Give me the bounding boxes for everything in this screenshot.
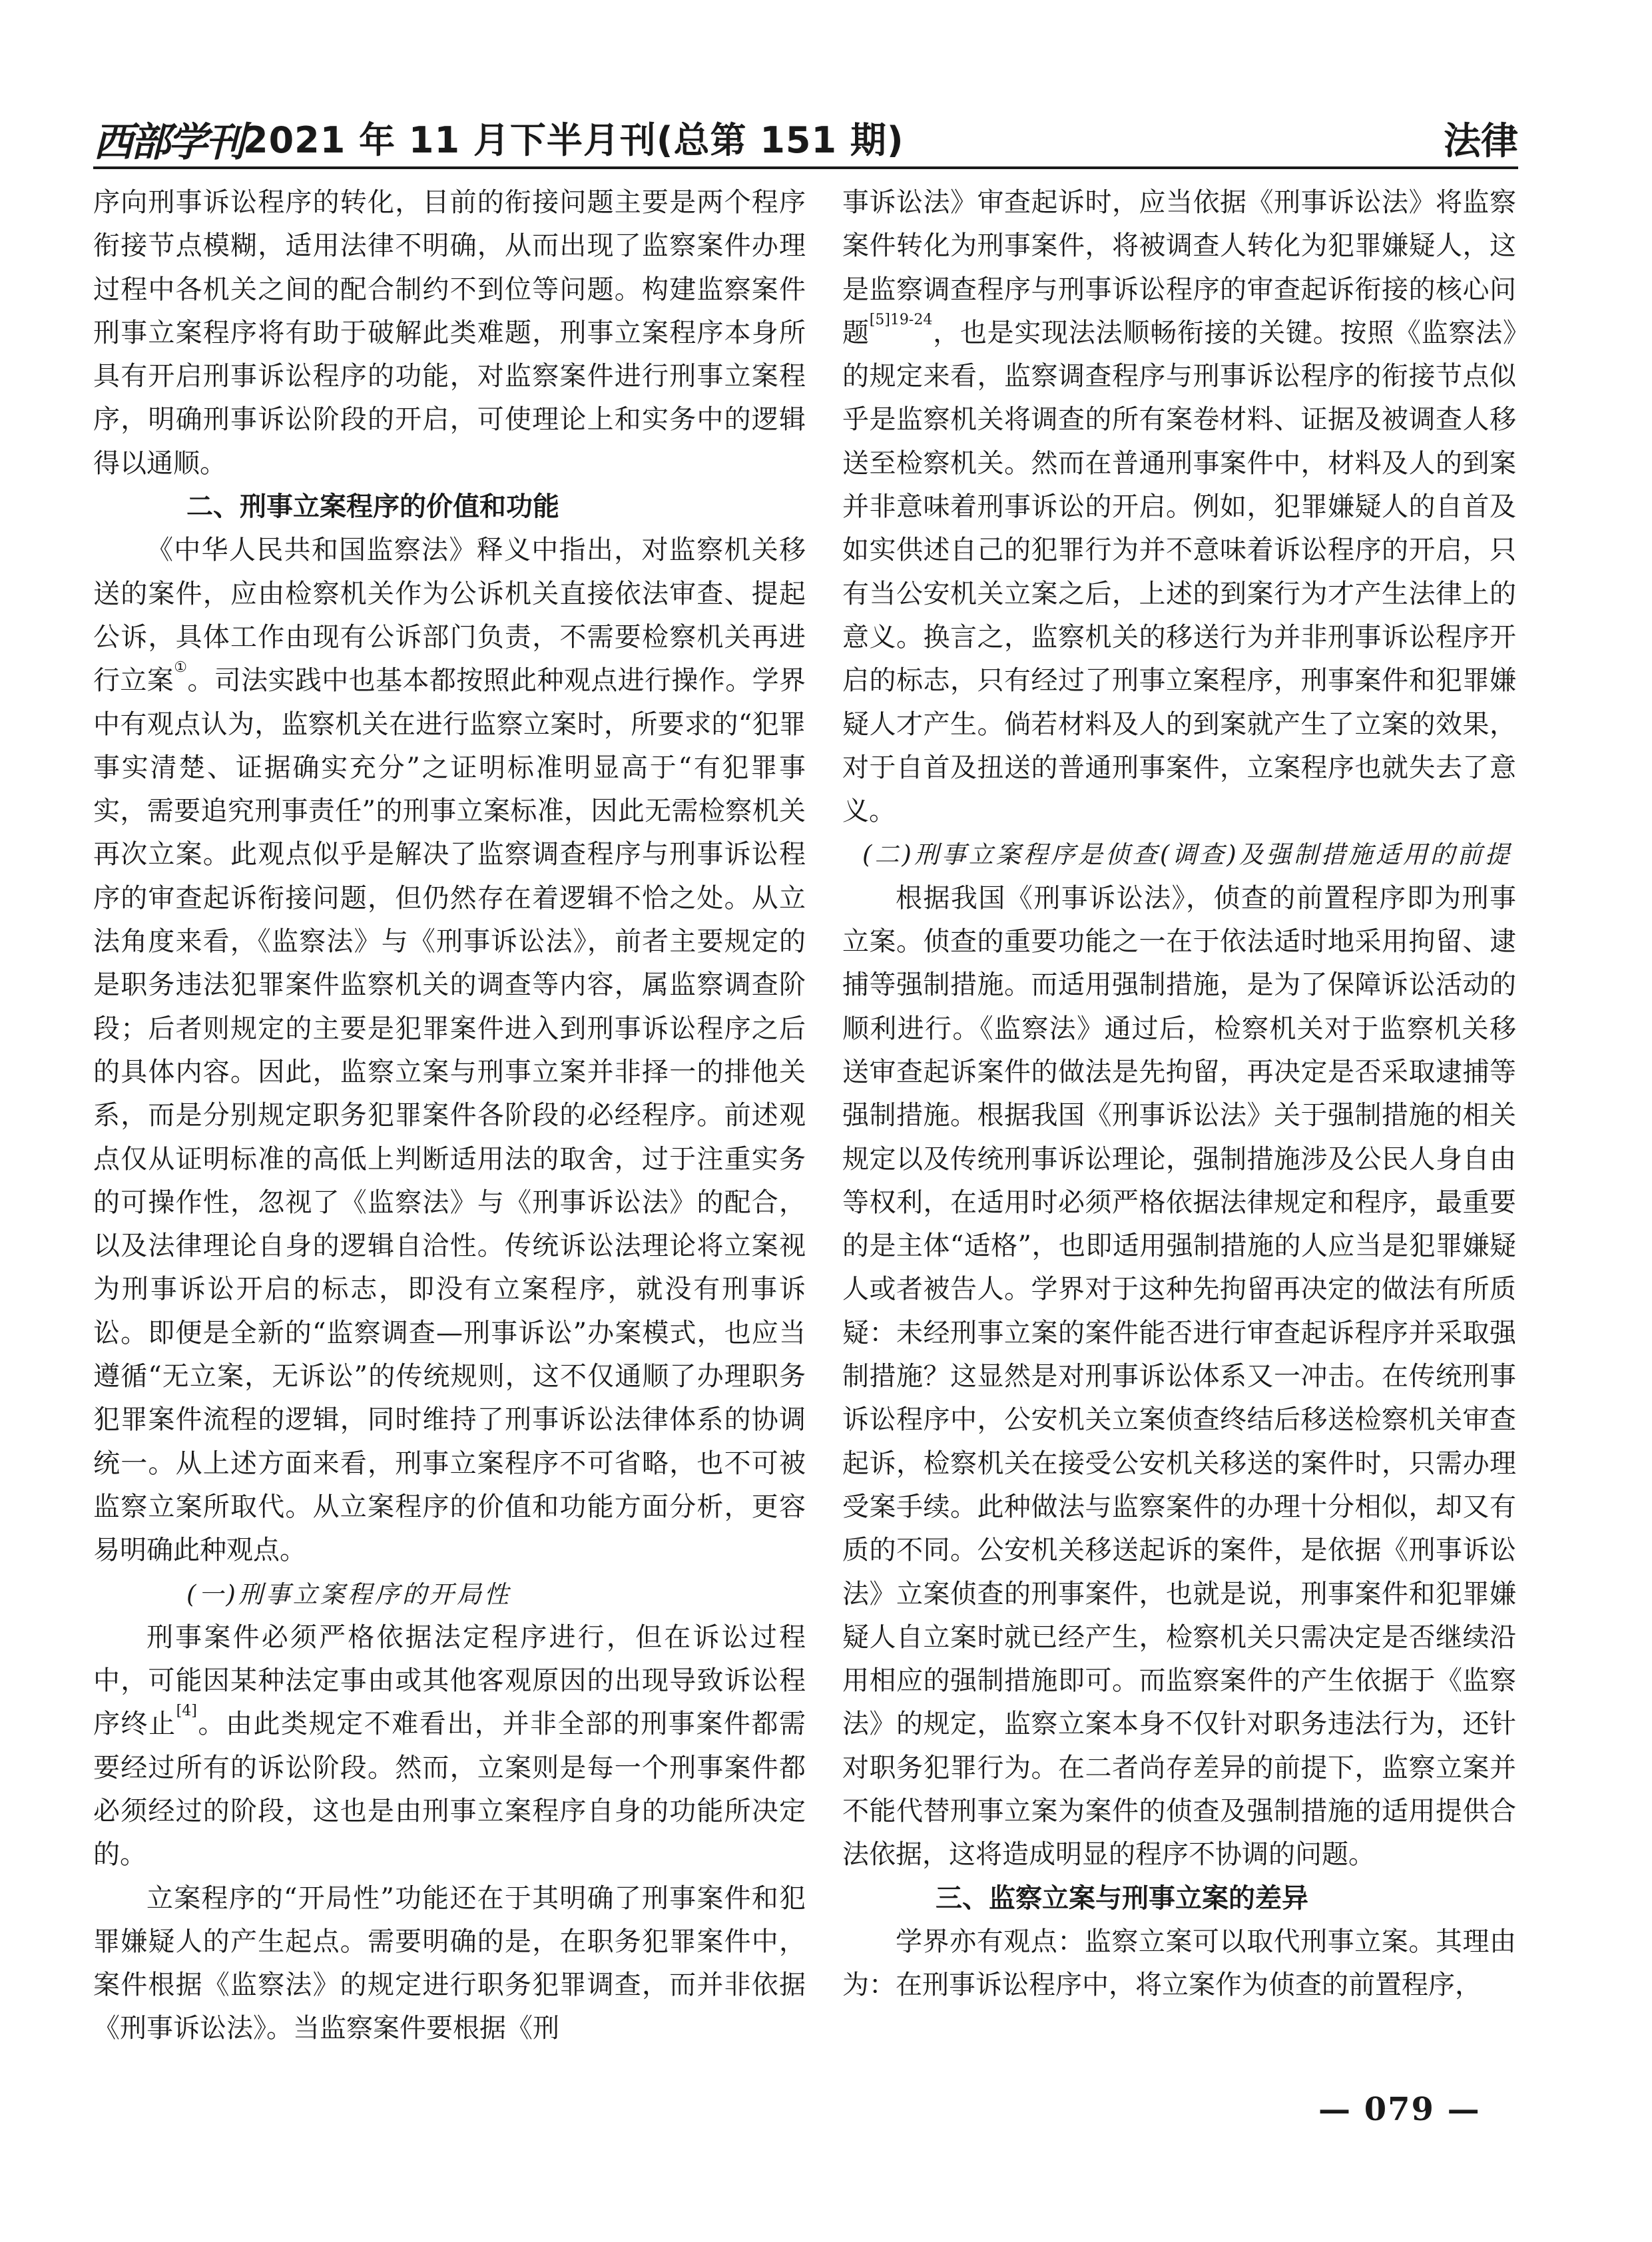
paragraph: 立案程序的“开局性”功能还在于其明确了刑事案件和犯罪嫌疑人的产生起点。需要明确的是，在职务犯罪案件中，案件根据《监察法》的规定进行职务犯罪调查，而并非依据《刑事诉讼法》。当监察案件要根据《刑	[93, 1882, 806, 2044]
page-number: — 079 —	[1318, 2091, 1481, 2128]
issue-info: 2021 年 11 月下半月刊(总第 151 期)	[243, 119, 904, 161]
section-heading: 三、监察立案与刑事立案的差异	[936, 1882, 1308, 1914]
subsection-heading: (二)刑事立案程序是侦查(调查)及强制措施适用的前提	[862, 840, 1512, 870]
journal-logo: 西部学刊	[93, 119, 242, 166]
left-column	[93, 181, 806, 2051]
subsection-heading: (一)刑事立案程序的开局性	[186, 1579, 511, 1609]
section-heading: 二、刑事立案程序的价值和功能	[186, 491, 559, 523]
paragraph: 《中华人民共和国监察法》释义中指出，对监察机关移送的案件，应由检察机关作为公诉机关直接依法审查、提起公诉，具体工作由现有公诉部门负责，不需要检察机关再进行立案①。司法实践中也基本都按照此种观点进行操作。学界中有观点认为，监察机关在进行监察立案时，所要求的“犯罪事实清楚、证据确实充分”之证明标准明显高于“有犯罪事实，需要追究刑事责任”的刑事立案标准，因此无需检察机关再次立案。此观点似乎是解决了监察调查程序与刑事诉讼程序的审查起诉衔接问题，但仍然存在着逻辑不恰之处。从立法角度来看，《监察法》与《刑事诉讼法》，前者主要规定的是职务违法犯罪案件监察机关的调查等内容，属监察调查阶段；后者则规定的主要是犯罪案件进入到刑事诉讼程序之后的具体内容。因此，监察立案与刑事立案并非择一的排他关系，而是分别规定职务犯罪案件各阶段的必经程序。前述观点仅从证明标准的高低上判断适用法的取舍，过于注重实务的可操作性，忽视了《监察法》与《刑事诉讼法》的配合，以及法律理论自身的逻辑自洽性。传统诉讼法理论将立案视为刑事诉讼开启的标志，即没有立案程序，就没有刑事诉讼。即便是全新的“监察调查—刑事诉讼”办案模式，也应当遵循“无立案，无诉讼”的传统规则，这不仅通顺了办理职务犯罪案件流程的逻辑，同时维持了刑事诉讼法律体系的协调统一。从上述方面来看，刑事立案程序不可省略，也不可被监察立案所取代。从立案程序的价值和功能方面分析，更容易明确此种观点。	[93, 535, 806, 1566]
citation-ref: [5]19-24	[869, 311, 933, 328]
header-rule	[93, 166, 1518, 169]
paragraph: 学界亦有观点：监察立案可以取代刑事立案。其理由为：在刑事诉讼程序中，将立案作为侦查的前置程序，	[842, 1926, 1516, 2001]
paragraph: 根据我国《刑事诉讼法》，侦查的前置程序即为刑事立案。侦查的重要功能之一在于依法适时地采用拘留、逮捕等强制措施。而适用强制措施，是为了保障诉讼活动的顺利进行。《监察法》通过后，检察机关对于监察机关移送审查起诉案件的做法是先拘留，再决定是否采取逮捕等强制措施。根据我国《刑事诉讼法》关于强制措施的相关规定以及传统刑事诉讼理论，强制措施涉及公民人身自由等权利，在适用时必须严格依据法律规定和程序，最重要的是主体“适格”，也即适用强制措施的人应当是犯罪嫌疑人或者被告人。学界对于这种先拘留再决定的做法有所质疑：未经刑事立案的案件能否进行审查起诉程序并采取强制措施？这显然是对刑事诉讼体系又一冲击。在传统刑事诉讼程序中，公安机关立案侦查终结后移送检察机关审查起诉，检察机关在接受公安机关移送的案件时，只需办理受案手续。此种做法与监察案件的办理十分相似，却又有质的不同。公安机关移送起诉的案件，是依据《刑事诉讼法》立案侦查的刑事案件，也就是说，刑事案件和犯罪嫌疑人自立案时就已经产生，检察机关只需决定是否继续沿用相应的强制措施即可。而监察案件的产生依据于《监察法》的规定，监察立案本身不仅针对职务违法行为，还针对职务犯罪行为。在二者尚存差异的前提下，监察立案并不能代替刑事立案为案件的侦查及强制措施的适用提供合法依据，这将造成明显的程序不协调的问题。	[842, 882, 1516, 1870]
right-column	[842, 181, 1516, 2007]
paragraph: 刑事案件必须严格依据法定程序进行，但在诉讼过程中，可能因某种法定事由或其他客观原因的出现导致诉讼程序终止[4]。由此类规定不难看出，并非全部的刑事案件都需要经过所有的诉讼阶段。然而，立案则是每一个刑事案件都必须经过的阶段，这也是由刑事立案程序自身的功能所决定的。	[93, 1621, 806, 1870]
paragraph: 事诉讼法》审查起诉时，应当依据《刑事诉讼法》将监察案件转化为刑事案件，将被调查人转化为犯罪嫌疑人，这是监察调查程序与刑事诉讼程序的审查起诉衔接的核心问题$^{[5]19-24}$，也是实现法法顺畅衔接的关键。按照《监察法》的规定来看，监察调查程序与刑事诉讼程序的衔接节点似乎是监察机关将调查的所有案卷材料、证据及被调查人移送至检察机关。然而在普通刑事案件中，材料及人的到案并非意味着刑事诉讼的开启。例如，犯罪嫌疑人的自首及如实供述自己的犯罪行为并不意味着诉讼程序的开启，只有当公安机关立案之后，上述的到案行为才产生法律上的意义。换言之，监察机关的移送行为并非刑事诉讼程序开启的标志，只有经过了刑事立案程序，刑事案件和犯罪嫌疑人才产生。倘若材料及人的到案就产生了立案的效果，对于自首及扭送的普通刑事案件，立案程序也就失去了意义。	[842, 187, 1517, 827]
section-label: 法律	[1444, 120, 1518, 163]
paragraph: 序向刑事诉讼程序的转化，目前的衔接问题主要是两个程序衔接节点模糊，适用法律不明确，从而出现了监察案件办理过程中各机关之间的配合制约不到位等问题。构建监察案件刑事立案程序将有助于破解此类难题，刑事立案程序本身所具有开启刑事诉讼程序的功能，对监察案件进行刑事立案程序，明确刑事诉讼阶段的开启，可使理论上和实务中的逻辑得以通顺。	[93, 187, 806, 479]
citation-ref: [4]	[176, 1703, 197, 1720]
footnote-ref: ①	[174, 659, 188, 676]
running-header	[93, 99, 1518, 165]
